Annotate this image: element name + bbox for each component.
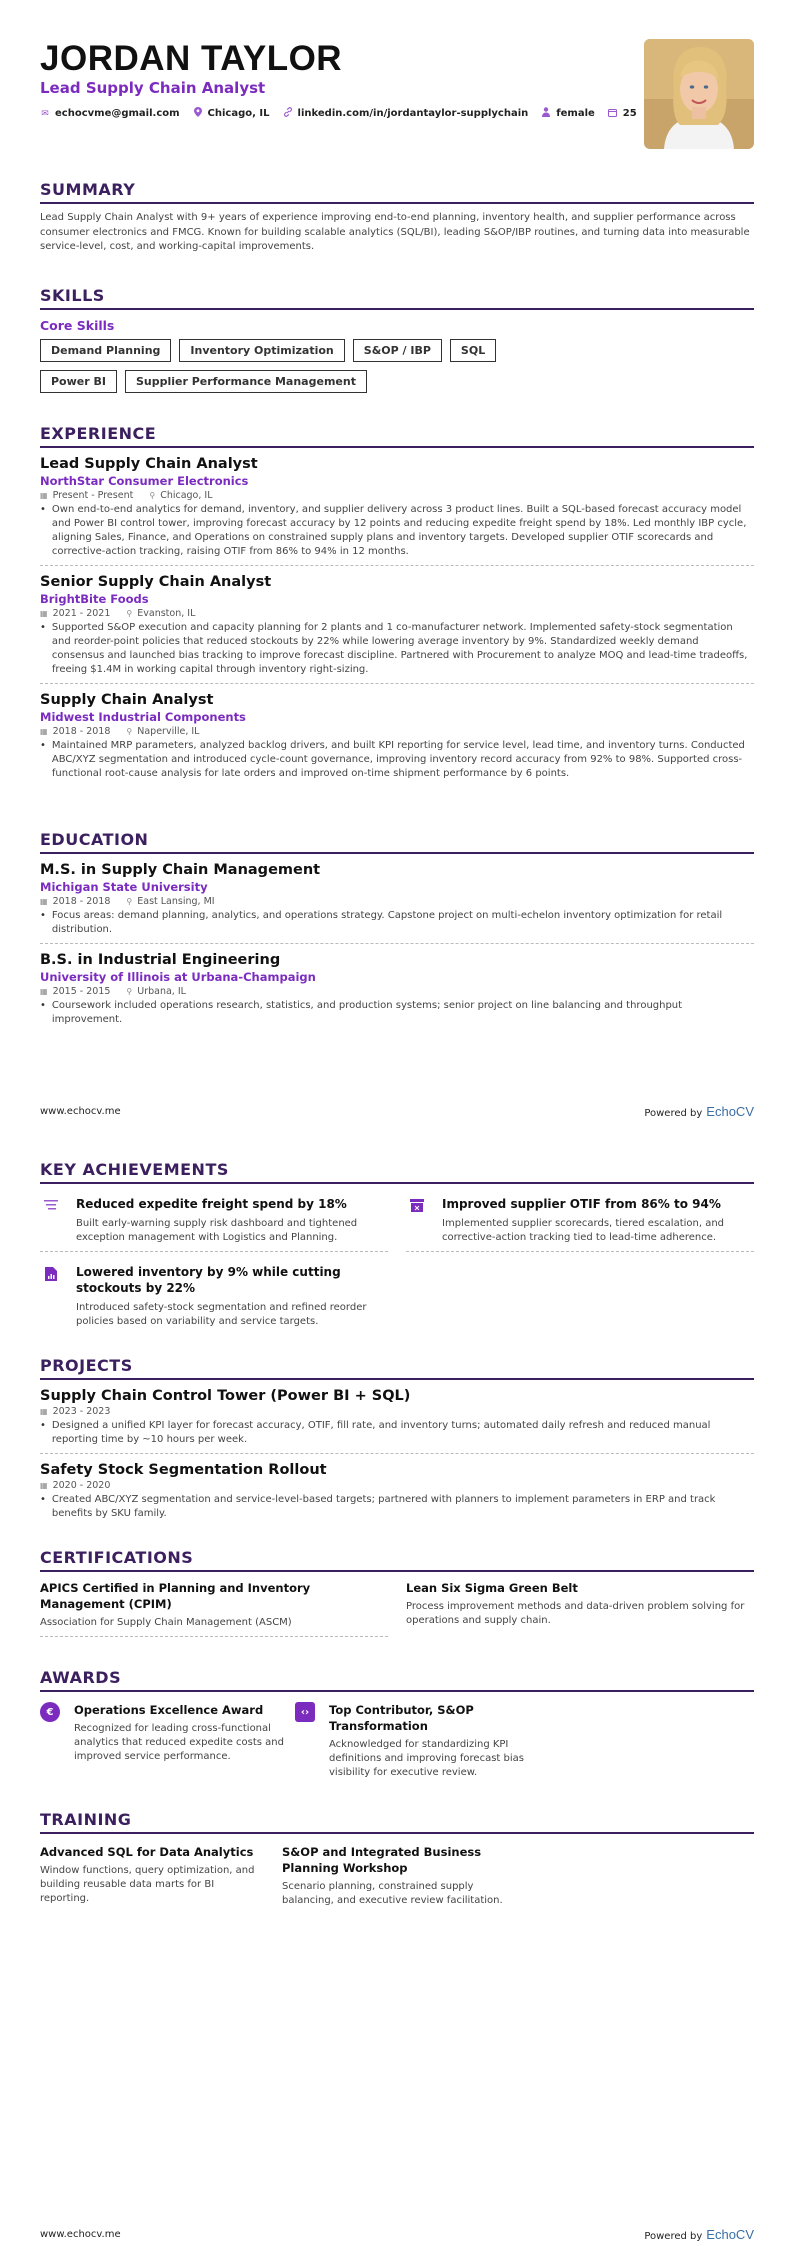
entry-bullet: • Coursework included operations research, statistics, and production systems; senior project on line balancing and throughput improvement. [40, 999, 754, 1027]
achievement-title: Reduced expedite freight spend by 18% [76, 1197, 347, 1211]
achievement-title: Improved supplier OTIF from 86% to 94% [442, 1197, 721, 1211]
calendar-icon: ▦ [40, 1407, 48, 1416]
certification-item [40, 1580, 388, 1637]
experience-entry [40, 574, 754, 684]
contact-gender-text: female [556, 108, 595, 119]
entry-meta [40, 726, 754, 737]
skill-tag: Demand Planning [40, 339, 171, 362]
certification-desc: Process improvement methods and data-driven problem solving for operations and supply chain. [406, 1601, 745, 1626]
person-icon [541, 107, 551, 120]
contact-email[interactable] [40, 108, 180, 119]
company-name: NorthStar Consumer Electronics [40, 474, 249, 488]
entry-dates: 2015 - 2015 [52, 986, 111, 997]
entry-dates: 2023 - 2023 [52, 1406, 111, 1417]
contact-email-text: echocvme@gmail.com [55, 108, 180, 119]
entry-dates: 2018 - 2018 [52, 896, 111, 907]
achievement-desc: Introduced safety-stock segmentation and refined reorder policies based on variability and service targets. [76, 1302, 367, 1327]
achievement-item [40, 1260, 388, 1335]
experience-title: EXPERIENCE [40, 424, 754, 448]
entry-meta [40, 490, 754, 501]
entry-meta [40, 608, 754, 619]
contact-linkedin-text: linkedin.com/in/jordantaylor-supplychain [297, 108, 529, 119]
skill-tag: S&OP / IBP [353, 339, 442, 362]
entry-meta [40, 1406, 754, 1417]
training-desc: Scenario planning, constrained supply balancing, and executive review facilitation. [282, 1881, 503, 1906]
entry-bullet: • Focus areas: demand planning, analytics, and operations strategy. Capstone project on multi-echelon inventory optimization for retail distribution. [40, 909, 754, 937]
location-icon [193, 107, 203, 120]
contact-location [193, 107, 270, 120]
projects-title: PROJECTS [40, 1356, 754, 1380]
entry-bullet-text: Own end-to-end analytics for demand, inventory, and supplier delivery across 3 product lines. Built a SQL-based forecast accuracy model and Power BI control tower, improving forecast accuracy by 12 points and reducing expedite freight spend by 18%. Led monthly IBP cycle, aligning Sales, Finance, and Operations on constrained supply plans and inventory targets. Developed supplier OTIF scorecards and corrective-action tracking, raising OTIF from 86% to 94% in 12 months. [51, 504, 747, 557]
code-icon: ‹› [295, 1702, 315, 1722]
education-section [40, 830, 754, 1041]
skills-list [40, 339, 560, 393]
training-desc: Window functions, query optimization, and building reusable data marts for BI reporting. [40, 1865, 255, 1904]
location-icon: ⚲ [126, 609, 133, 618]
calendar-icon: ▦ [40, 987, 48, 996]
powered-by-text: Powered by [644, 2231, 703, 2242]
skills-section [40, 286, 754, 393]
contact-gender [541, 107, 595, 120]
experience-entry [40, 692, 754, 787]
training-title: S&OP and Integrated Business Planning Workshop [282, 1845, 482, 1875]
entry-bullet: • Designed a unified KPI layer for forecast accuracy, OTIF, fill rate, and inventory turns; automated daily refresh and reduced manual reporting time by ~10 hours per week. [40, 1419, 754, 1447]
entry-bullet-text: Created ABC/XYZ segmentation and service-level-based targets; partnered with planners to implement parameters in ERP and track benefits by SKU family. [51, 1494, 716, 1519]
entry-bullet: • Supported S&OP execution and capacity planning for 2 plants and 1 co-manufacturer network. Implemented safety-stock segmentation and reorder-point policies that reduced stockouts by 22% while lowering average inventory by 9%. Standardized weekly demand consensus and launched bias tracking to improve forecast discipline. Partnered with Procurement to analyze MOQ and lead-time tradeoffs, freeing $1.4M in working capital through inventory right-sizing. [40, 621, 754, 677]
resume-page-2 [0, 1123, 794, 2246]
candidate-name: JORDAN TAYLOR [40, 39, 343, 78]
certifications-grid [40, 1580, 754, 1637]
calendar-icon: ▦ [40, 727, 48, 736]
achievement-item [406, 1192, 754, 1252]
page-footer [40, 2227, 754, 2242]
training-grid [40, 1844, 754, 1908]
skill-tag: Supplier Performance Management [125, 370, 367, 393]
project-title: Supply Chain Control Tower (Power BI + SQL) [40, 1388, 411, 1404]
entry-dates: Present - Present [52, 490, 134, 501]
awards-grid [40, 1702, 754, 1780]
certification-desc: Association for Supply Chain Management (ASCM) [40, 1617, 292, 1628]
archive-icon [406, 1196, 428, 1245]
achievements-title: KEY ACHIEVEMENTS [40, 1160, 754, 1184]
achievements-grid [40, 1192, 754, 1343]
entry-location: Evanston, IL [137, 608, 196, 619]
projects-section [40, 1356, 754, 1535]
entry-meta [40, 896, 754, 907]
page-footer [40, 1104, 754, 1119]
award-item [40, 1702, 285, 1780]
skills-subtitle: Core Skills [40, 318, 115, 333]
euro-icon: € [40, 1702, 60, 1722]
education-entry [40, 862, 754, 944]
calendar-icon [608, 108, 618, 120]
award-title: Top Contributor, S&OP Transformation [329, 1703, 474, 1733]
entry-location: Chicago, IL [160, 490, 213, 501]
project-entry [40, 1462, 754, 1527]
location-icon: ⚲ [126, 897, 133, 906]
link-icon [283, 107, 293, 120]
footer-site-link[interactable]: www.echocv.me [40, 2229, 121, 2240]
entry-location: East Lansing, MI [137, 896, 215, 907]
education-entry [40, 952, 754, 1033]
powered-by-text: Powered by [644, 1108, 703, 1119]
location-icon: ⚲ [126, 987, 133, 996]
awards-title: AWARDS [40, 1668, 754, 1692]
achievement-title: Lowered inventory by 9% while cutting stockouts by 22% [76, 1265, 341, 1295]
powered-by [644, 2227, 754, 2242]
degree-title: B.S. in Industrial Engineering [40, 952, 281, 968]
mail-icon: ✉ [41, 108, 49, 119]
skill-tag: Power BI [40, 370, 117, 393]
contact-location-text: Chicago, IL [207, 108, 270, 119]
achievement-desc: Built early-warning supply risk dashboard and tightened exception management with Logistics and Planning. [76, 1218, 358, 1243]
calendar-icon: ▦ [40, 609, 48, 618]
powered-by [644, 1104, 754, 1119]
awards-section [40, 1668, 754, 1780]
school-name: University of Illinois at Urbana-Champaign [40, 970, 316, 984]
entry-bullet: • Own end-to-end analytics for demand, inventory, and supplier delivery across 3 product lines. Built a SQL-based forecast accuracy model and Power BI control tower, improving forecast accuracy by 12 points and reducing expedite freight spend by 18%. Led monthly IBP cycle, aligning Sales, Finance, and Operations on constrained supply plans and inventory targets. Developed supplier OTIF scorecards and corrective-action tracking, raising OTIF from 86% to 94% in 12 months. [40, 503, 754, 559]
certification-title: APICS Certified in Planning and Inventory Management (CPIM) [40, 1581, 311, 1611]
entry-bullet-text: Designed a unified KPI layer for forecast accuracy, OTIF, fill rate, and inventory turns; automated daily refresh and reduced manual reporting time by ~10 hours per week. [51, 1420, 711, 1445]
award-title: Operations Excellence Award [74, 1703, 264, 1717]
training-section [40, 1810, 754, 1908]
entry-bullet: • Maintained MRP parameters, analyzed backlog drivers, and built KPI reporting for service level, lead time, and inventory turns. Conducted ABC/XYZ segmentation and introduced cycle-count governance, improving inventory record accuracy from 92% to 98%. Supported cross-functional root-cause analysis for late orders and improved on-time shipment performance by 6 points. [40, 739, 754, 781]
entry-dates: 2021 - 2021 [52, 608, 111, 619]
entry-bullet-text: Maintained MRP parameters, analyzed backlog drivers, and built KPI reporting for service level, lead time, and inventory turns. Conducted ABC/XYZ segmentation and introduced cycle-count governance, improving inventory record accuracy from 92% to 98%. Supported cross-functional root-cause analysis for late orders and improved on-time shipment performance by 6 points. [51, 740, 745, 779]
contact-age-text: 25 [622, 108, 637, 119]
entry-location: Naperville, IL [137, 726, 200, 737]
summary-section [40, 180, 754, 255]
award-item [295, 1702, 540, 1780]
calendar-icon: ▦ [40, 491, 48, 500]
achievements-section [40, 1160, 754, 1343]
job-title: Lead Supply Chain Analyst [40, 456, 258, 472]
entry-meta [40, 986, 754, 997]
entry-meta [40, 1480, 754, 1491]
summary-text: Lead Supply Chain Analyst with 9+ years of experience improving end-to-end planning, inventory health, and supplier performance across consumer electronics and FMCG. Known for building scalable analytics (SQL/BI), leading S&OP/IBP routines, and turning data into measurable service-level, cost, and working-capital improvements. [40, 212, 750, 252]
experience-entry [40, 456, 754, 566]
entry-bullet-text: Focus areas: demand planning, analytics, and operations strategy. Capstone project on multi-echelon inventory optimization for retail distribution. [51, 910, 723, 935]
skills-title: SKILLS [40, 286, 754, 310]
award-desc: Acknowledged for standardizing KPI definitions and improving forecast bias visibility for executive review. [329, 1739, 524, 1778]
education-title: EDUCATION [40, 830, 754, 854]
footer-site-link[interactable]: www.echocv.me [40, 1106, 121, 1117]
experience-section [40, 424, 754, 795]
entry-bullet: • Created ABC/XYZ segmentation and service-level-based targets; partnered with planners to implement parameters in ERP and track benefits by SKU family. [40, 1493, 754, 1521]
award-desc: Recognized for leading cross-functional analytics that reduced expedite costs and improved service performance. [74, 1723, 284, 1762]
chart-file-icon [40, 1264, 62, 1329]
summary-title: SUMMARY [40, 180, 754, 204]
training-item [282, 1844, 504, 1908]
school-name: Michigan State University [40, 880, 208, 894]
job-title: Senior Supply Chain Analyst [40, 574, 272, 590]
entry-bullet-text: Supported S&OP execution and capacity planning for 2 plants and 1 co-manufacturer network. Implemented safety-stock segmentation and reorder-point policies that reduced stockouts by 22% while lowering average inventory by 9%. Standardized weekly demand consensus and launched bias tracking to improve forecast discipline. Partnered with Procurement to analyze MOQ and lead-time tradeoffs, freeing $1.4M in working capital through inventory right-sizing. [51, 622, 748, 675]
calendar-icon: ▦ [40, 1481, 48, 1490]
contact-age [608, 108, 637, 120]
entry-location: Urbana, IL [137, 986, 186, 997]
contact-linkedin[interactable] [283, 107, 529, 120]
brand-logo[interactable]: EchoCV [706, 2227, 754, 2242]
degree-title: M.S. in Supply Chain Management [40, 862, 321, 878]
certifications-title: CERTIFICATIONS [40, 1548, 754, 1572]
certifications-section [40, 1548, 754, 1637]
achievement-item [40, 1192, 388, 1252]
job-title: Supply Chain Analyst [40, 692, 214, 708]
project-entry [40, 1388, 754, 1454]
entry-dates: 2020 - 2020 [52, 1480, 111, 1491]
skill-tag: Inventory Optimization [179, 339, 344, 362]
calendar-icon: ▦ [40, 897, 48, 906]
entry-dates: 2018 - 2018 [52, 726, 111, 737]
certification-title: Lean Six Sigma Green Belt [406, 1581, 578, 1595]
avatar [644, 39, 754, 149]
company-name: BrightBite Foods [40, 592, 149, 606]
achievement-desc: Implemented supplier scorecards, tiered escalation, and corrective-action tracking tied to lead-time adherence. [442, 1218, 725, 1243]
training-item [40, 1844, 262, 1908]
company-name: Midwest Industrial Components [40, 710, 246, 724]
training-title: Advanced SQL for Data Analytics [40, 1845, 254, 1859]
location-icon: ⚲ [149, 491, 156, 500]
training-title: TRAINING [40, 1810, 754, 1834]
entry-bullet-text: Coursework included operations research, statistics, and production systems; senior project on line balancing and throughput improvement. [51, 1000, 683, 1025]
candidate-role: Lead Supply Chain Analyst [40, 79, 266, 97]
location-icon: ⚲ [126, 727, 133, 736]
bars-icon [40, 1196, 62, 1245]
project-title: Safety Stock Segmentation Rollout [40, 1462, 327, 1478]
skill-tag: SQL [450, 339, 496, 362]
certification-item [406, 1580, 754, 1637]
brand-logo[interactable]: EchoCV [706, 1104, 754, 1119]
